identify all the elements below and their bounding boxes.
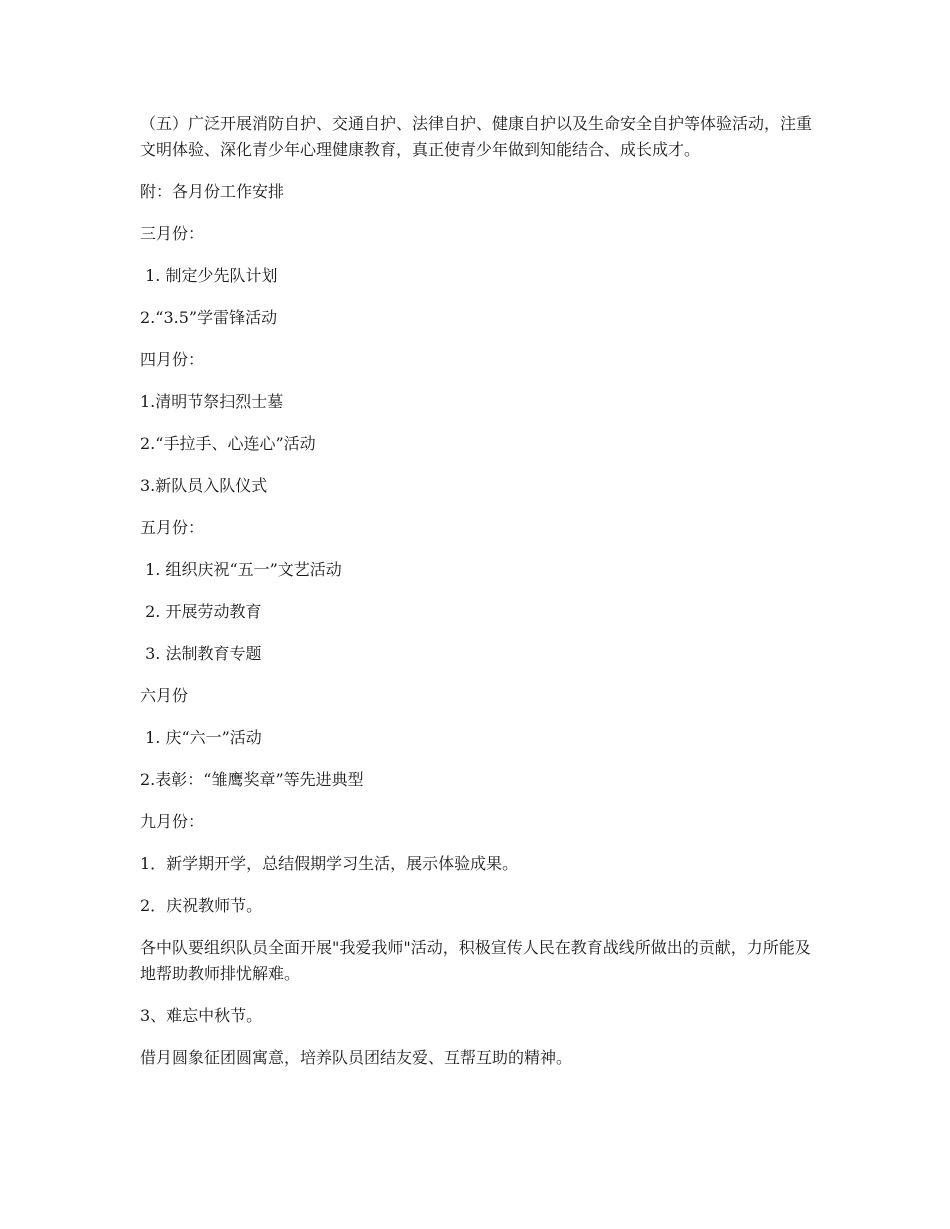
list-item: 1.清明节祭扫烈士墓: [140, 392, 284, 411]
list-item: 1. 制定少先队计划: [140, 266, 278, 285]
list-item: 1．新学期开学，总结假期学习生活，展示体验成果。: [140, 854, 519, 873]
list-item: 1. 庆“六一”活动: [140, 728, 262, 747]
appendix-heading: 附：各月份工作安排: [140, 182, 285, 201]
list-item: 2. 开展劳动教育: [140, 602, 262, 621]
list-item: 2.表彰：“雏鹰奖章”等先进典型: [140, 770, 364, 789]
paragraph-teachers-day: 各中队要组织队员全面开展"我爱我师"活动，积极宣传人民在教育战线所做出的贡献，力所能及地帮助教师排忧解难。: [140, 938, 811, 983]
list-item: 2.“3.5”学雷锋活动: [140, 308, 278, 327]
month-heading-march: 三月份：: [140, 224, 205, 243]
list-item: 3.新队员入队仪式: [140, 476, 268, 495]
month-heading-june: 六月份: [140, 686, 189, 705]
list-item: 2．庆祝教师节。: [140, 896, 263, 915]
list-item: 1. 组织庆祝“五一”文艺活动: [140, 560, 342, 579]
paragraph-intro: （五）广泛开展消防自护、交通自护、法律自护、健康自护以及生命安全自护等体验活动，注重文明体验、深化青少年心理健康教育，真正使青少年做到知能结合、成长成才。: [140, 114, 813, 159]
month-heading-september: 九月份：: [140, 812, 205, 831]
list-item: 3、难忘中秋节。: [140, 1006, 263, 1025]
month-heading-may: 五月份：: [140, 518, 205, 537]
list-item: 2.“手拉手、心连心”活动: [140, 434, 316, 453]
document-page: [140, 111, 820, 1087]
month-heading-april: 四月份：: [140, 350, 205, 369]
paragraph-mid-autumn: 借月圆象征团圆寓意，培养队员团结友爱、互帮互助的精神。: [140, 1048, 573, 1067]
list-item: 3. 法制教育专题: [140, 644, 262, 663]
